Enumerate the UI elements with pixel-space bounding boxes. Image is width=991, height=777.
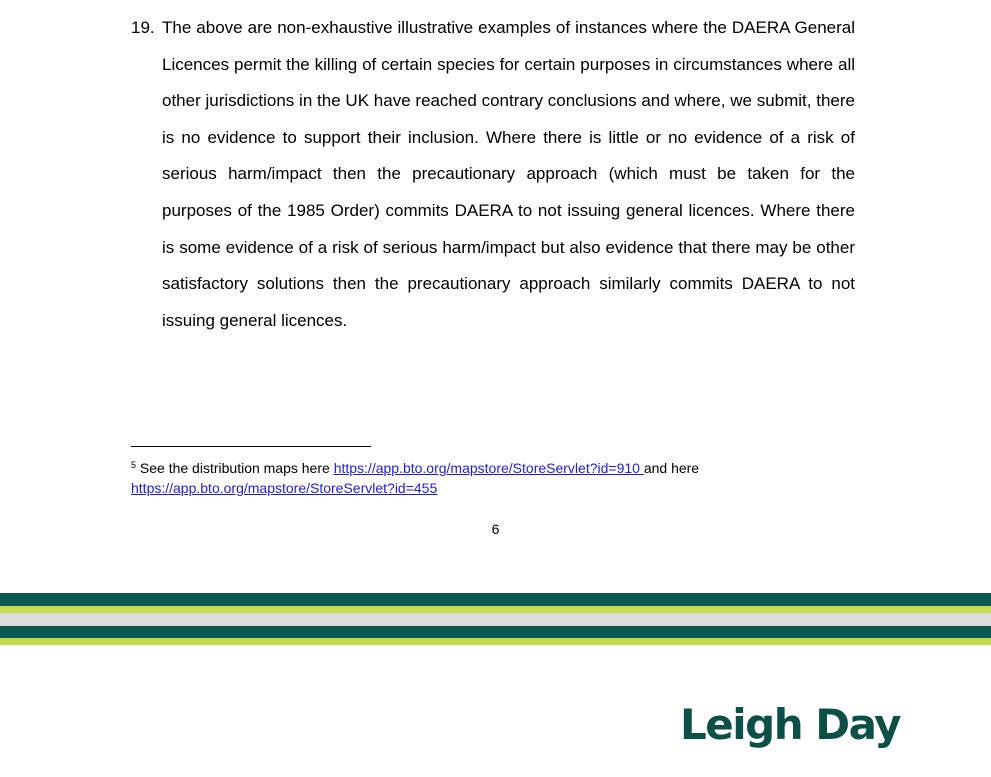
- footnote-link-455[interactable]: https://app.bto.org/mapstore/StoreServlet?id=455: [131, 480, 438, 496]
- footer-band-dark-1: [0, 593, 991, 606]
- footer-band-grey: [0, 613, 991, 626]
- footer-band-lime-2: [0, 638, 991, 645]
- footnote-text: See the distribution maps here: [136, 460, 334, 476]
- paragraph-number: 19.: [131, 18, 155, 37]
- footnote-link-910[interactable]: https://app.bto.org/mapstore/StoreServlet?id=910: [333, 460, 644, 476]
- footer-band-lime-1: [0, 606, 991, 613]
- footnote-marker: 5: [131, 460, 137, 470]
- page-number: 6: [491, 521, 500, 537]
- footnote-text-between: and here: [643, 460, 700, 476]
- leigh-day-logo: Leigh Day: [680, 700, 901, 749]
- paragraph-text: The above are non-exhaustive illustrative examples of instances where the DAERA General Licences permit the killing of certain species for certain purposes in circumstances where all other jurisdictions in the UK have reached contrary conclusions and where, we submit, there is no evidence to support their inclusion. Where there is little or no evidence of a risk of serious harm/impact then the precautionary approach (which must be taken for the purposes of the 1985 Order) commits DAERA to not issuing general licences. Where there is some evidence of a risk of serious harm/impact but also evidence that there may be other satisfactory solutions then the precautionary approach similarly commits DAERA to not issuing general licences.: [162, 18, 855, 330]
- footnote: [131, 458, 831, 498]
- footer-band-dark-2: [0, 626, 991, 638]
- footnote-separator: [131, 446, 371, 447]
- numbered-paragraph: [131, 10, 855, 339]
